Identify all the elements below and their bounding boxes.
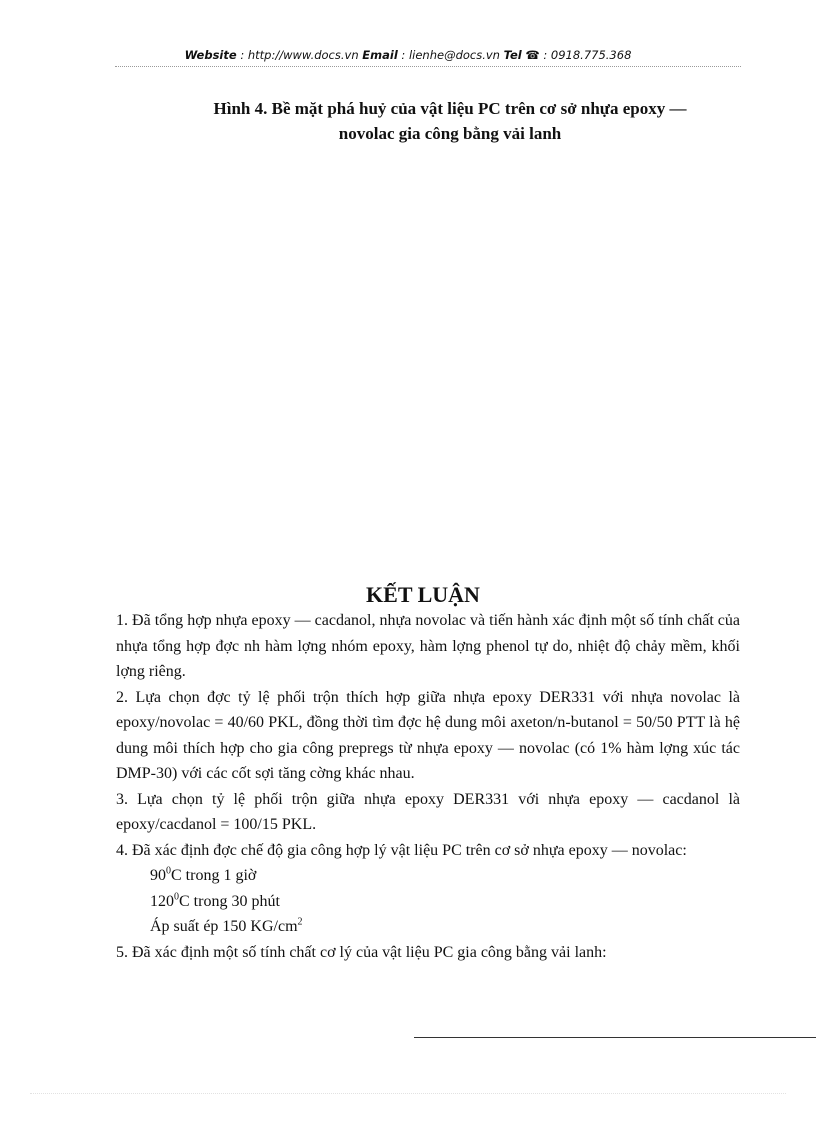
page-header	[0, 48, 816, 62]
paragraph-3: 3. Lựa chọn tỷ lệ phối trộn giữa nhựa epoxy DER331 với nhựa epoxy — cacdanol là epoxy/cacdanol = 100/15 PKL.	[116, 790, 740, 833]
page-bottom-divider	[30, 1093, 786, 1094]
condition-pressure: Áp suất ép 150 $KG/cm^2$	[150, 916, 303, 935]
email-value: : lienhe@docs.vn	[397, 48, 504, 62]
paragraph-5: 5. Đã xác định một số tính chất cơ lý của vật liệu PC gia công bằng vải lanh:	[116, 943, 607, 961]
footnote-divider	[414, 1037, 816, 1038]
paragraph-4: 4. Đã xác định đợc chế độ gia công hợp lý vật liệu PC trên cơ sở nhựa epoxy — novolac:	[116, 841, 687, 859]
header-divider	[115, 66, 741, 67]
website-value: : http://www.docs.vn	[236, 48, 363, 62]
condition-temperature-2: $120^0C$ trong 30 phút	[150, 891, 280, 910]
conclusion-body	[116, 608, 740, 965]
caption-line-2: novolac gia công bằng vải lanh	[338, 124, 562, 143]
figure-placeholder	[115, 150, 741, 570]
figure-caption	[140, 96, 760, 146]
tel-label: Tel	[503, 48, 522, 62]
paragraph-2: 2. Lựa chọn đợc tỷ lệ phối trộn thích hợp giữa nhựa epoxy DER331 với nhựa novolac là epoxy/novolac = 40/60 PKL, đồng thời tìm đợc hệ dung môi axeton/n-butanol = 50/50 PTT là hệ dung môi thích hợp cho gia công prepregs từ nhựa epoxy — novolac (có 1% hàm lợng xúc tác DMP-30) với các cốt sợi tăng cờng khác nhau.	[116, 688, 740, 782]
caption-line-1: Hình 4. Bề mặt phá huỷ của vật liệu PC trên cơ sở nhựa epoxy —	[213, 99, 687, 118]
email-label: Email	[362, 48, 398, 62]
section-title: KẾT LUẬN	[366, 582, 480, 607]
phone-icon: ☎	[525, 48, 540, 62]
tel-value: : 0918.775.368	[539, 48, 632, 62]
condition-temperature-1: $90^0C$ trong 1 giờ	[150, 865, 257, 884]
paragraph-1: 1. Đã tổng hợp nhựa epoxy — cacdanol, nhựa novolac và tiến hành xác định một số tính chất của nhựa tổng hợp đợc nh hàm lợng nhóm epoxy, hàm lợng phenol tự do, nhiệt độ chảy mềm, khối lợng riêng.	[116, 612, 740, 680]
website-label: Website	[184, 48, 237, 62]
